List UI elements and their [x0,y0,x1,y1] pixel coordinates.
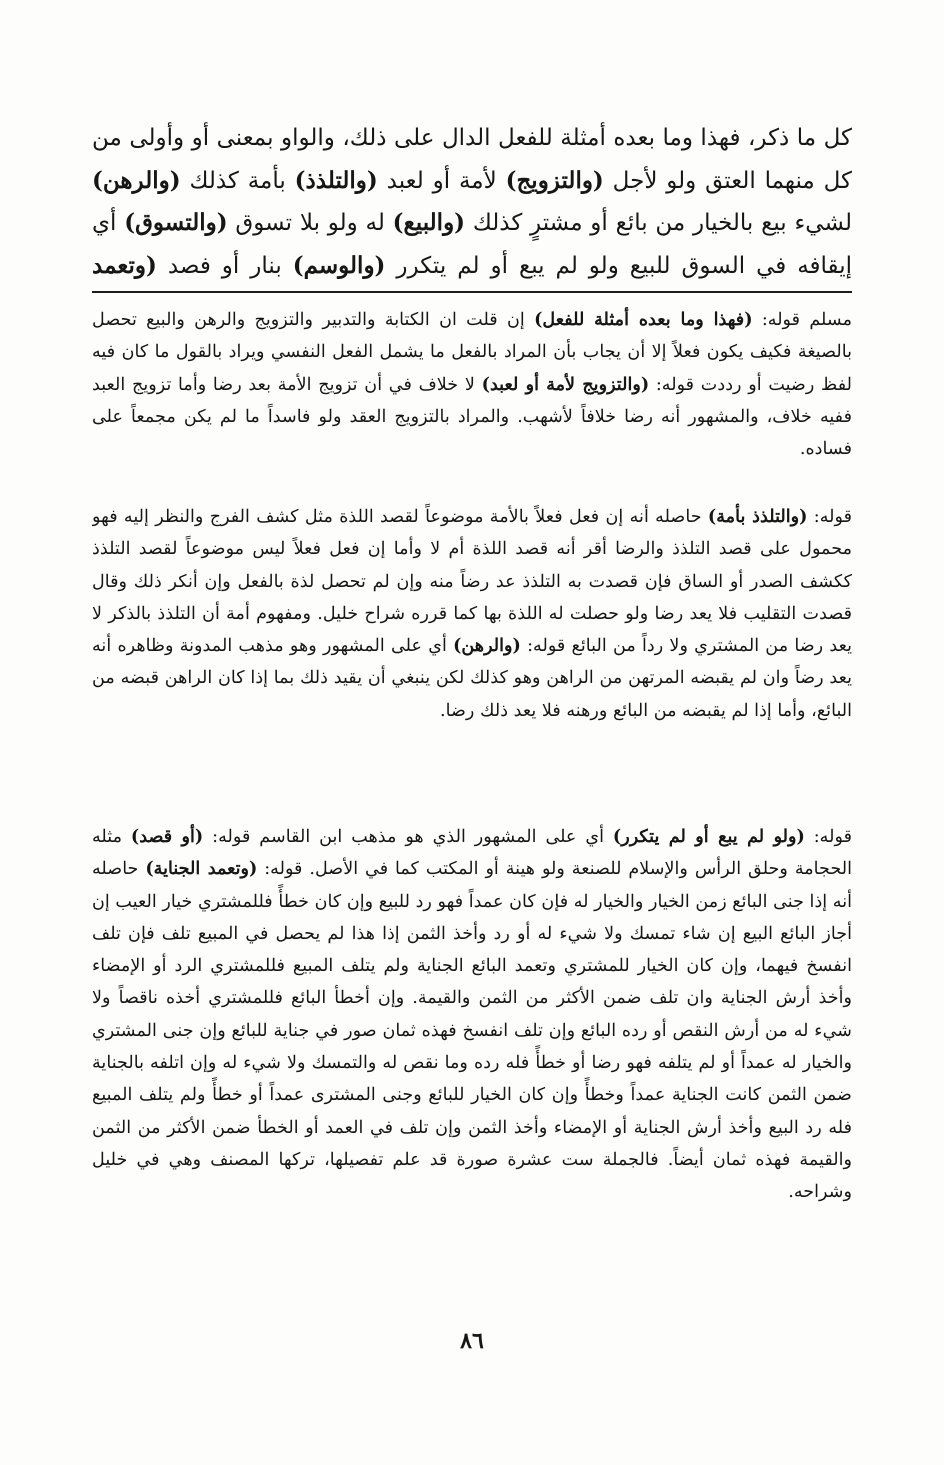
text-run: لشيء بيع بالخيار من بائع أو مشترٍ كذلك [465,210,852,236]
main-paragraph [92,118,852,284]
footnotes [92,304,852,1307]
text-run: حاصله أنه إن فعل فعلاً بالأمة موضوعاً لقصد اللذة مثل كشف الفرج والنظر إليه فهو محمول على قصد التلذذ والرضا أقر أنه قصد اللذة أم لا وأما إن فعل فعلاً ليس موضوعاً لقصد التلذذ ككشف الصدر أو الساق فإن قصدت به التلذذ عد رضاً منه وإن لم تحصل لذة بالفعل وإن أنكر ذلك وقال قصدت التقليب فلا يعد رضا ولو حصلت له اللذة بها كما قرره شراح خليل. ومفهوم أمة أن التلذذ بالذكر لا يعد رضا من المشتري ولا رداً من البائع قوله: [92,507,852,657]
text-run: حاصله أنه إذا جنى البائع زمن الخيار والخيار له فإن كان عمداً فهو رد للبيع وإن كان خطأً فللمشتري خيار العيب إن أجاز البائع البيع إن شاء تمسك ولا شيء له أو رد وأخذ الثمن إذا هذا لم يحصل في المبيع تلف فإن تلف انفسخ فيهما، وإن كان الخيار للمشتري وتعمد البائع الجناية ولم يتلف المبيع فللمشتري الرد أو الإمضاء وأخذ أرش الجناية وان تلف ضمن الأكثر من الثمن والقيمة. وإن أخطأ البائع فللمشتري أخذه ناقصاً ولا شيء له من أرش النقص أو رده البائع وإن تلف انفسخ فهذه ثمان صور في جناية للبائع وإن جنى المشتري والخيار له عمداً أو لم يتلفه فهو رضا أو خطأً فله رده وما نقص له والتمسك ولا شيء له وإن اتلفه بالجناية ضمن الثمن كانت الجناية عمداً وخطأً وإن كان الخيار للبائع وجنى المشترى عمداً أو خطأً ولم يتلف المبيع فله رد البيع وأخذ أرش الجناية أو الإمضاء وأخذ الثمن وإن تلف في العمد أو الخطأ ضمن الأكثر من الثمن والقيمة فهذه ثمان أيضاً. فالجملة ست عشرة صورة قد علم تفصيلها، تركها المصنف وهي في خليل وشراحه. [92,859,852,1203]
quoted-term: (والتزويج لأمة أو لعبد) [481,373,650,395]
footnote-divider [92,291,852,293]
footnote-paragraph [92,821,852,1307]
keyword-term: (وتعمد [92,251,157,279]
quoted-term: (ولو لم يبع أو لم يتكرر) [612,826,805,847]
text-run: إن قلت ان الكتابة والتدبير والتزويج والرهن والبيع تحصل بالصيغة فكيف يكون فعلاً إلا أن يجاب بأن المراد بالفعل ما يشمل الفعل النفسي ويراد بالقول ما كان فيه لفظ رضيت أو رددت قوله: [92,310,852,395]
text-run: قوله: [807,507,852,527]
text-run: بنار أو فصد [156,252,293,279]
keyword-term: (والوسم) [292,251,386,279]
quoted-term: (فهذا وما بعده أمثلة للفعل) [534,309,753,330]
keyword-term: (والبيع) [392,209,466,236]
quoted-term: (والتلذذ بأمة) [707,506,808,527]
quoted-term: (أو قصد) [130,826,204,847]
quoted-term: (والرهن) [453,635,521,657]
text-run: قوله: [804,827,852,847]
text-run: لأمة أو لعبد [377,167,506,194]
text-run: بأمة كذلك [180,167,295,194]
text-run: أي على المشهور الذي هو مذهب ابن القاسم قوله: [203,827,613,847]
keyword-term: (والتزويج) [505,166,604,194]
page-number: ٨٦ [460,1328,484,1354]
quoted-term: (وتعمد الجناية) [145,858,258,880]
text-run: كل ما ذكر، فهذا وما بعده أمثلة للفعل الدال على ذلك، والواو بمعنى أو وأولى من كل منهما العتق ولو لأجل [92,125,852,194]
text-run: أي إيقافه في السوق للبيع ولو لم يبع أو لم يتكرر [92,210,852,279]
main-text-block [92,118,852,284]
keyword-term: (والتسوق) [124,209,228,236]
text-run: مسلم قوله: [752,310,852,330]
text-run: مثله الحجامة وحلق الرأس والإسلام للصنعة ولو هينة أو المكتب كما في الأصل. قوله: [92,827,852,880]
text-run: له ولو بلا تسوق [227,210,393,236]
footnote-paragraph [92,304,852,499]
keyword-term: (والتلذذ) [294,166,378,194]
keyword-term: (والرهن) [92,166,181,194]
text-run: أي على المشهور وهو مذهب المدونة وظاهره أنه يعد رضاً وان لم يقبضه المرتهن من الراهن وهو كذلك لكن ينبغي أن يقيد ذلك بما إذا كان الراهن قبضه من البائع، وأما إذا لم يقبضه من البائع ورهنه فلا يعد ذلك رضا. [92,636,852,721]
text-run: لا خلاف في أن تزويج الأمة بعد رضا وأما تزويج العبد ففيه خلاف، والمشهور أنه رضا خلافاً لأشهب. والمراد بالتزويج العقد ولو فاسداً ما لم يكن مجمعاً على فساده. [92,374,852,460]
footnote-paragraph [92,501,852,811]
